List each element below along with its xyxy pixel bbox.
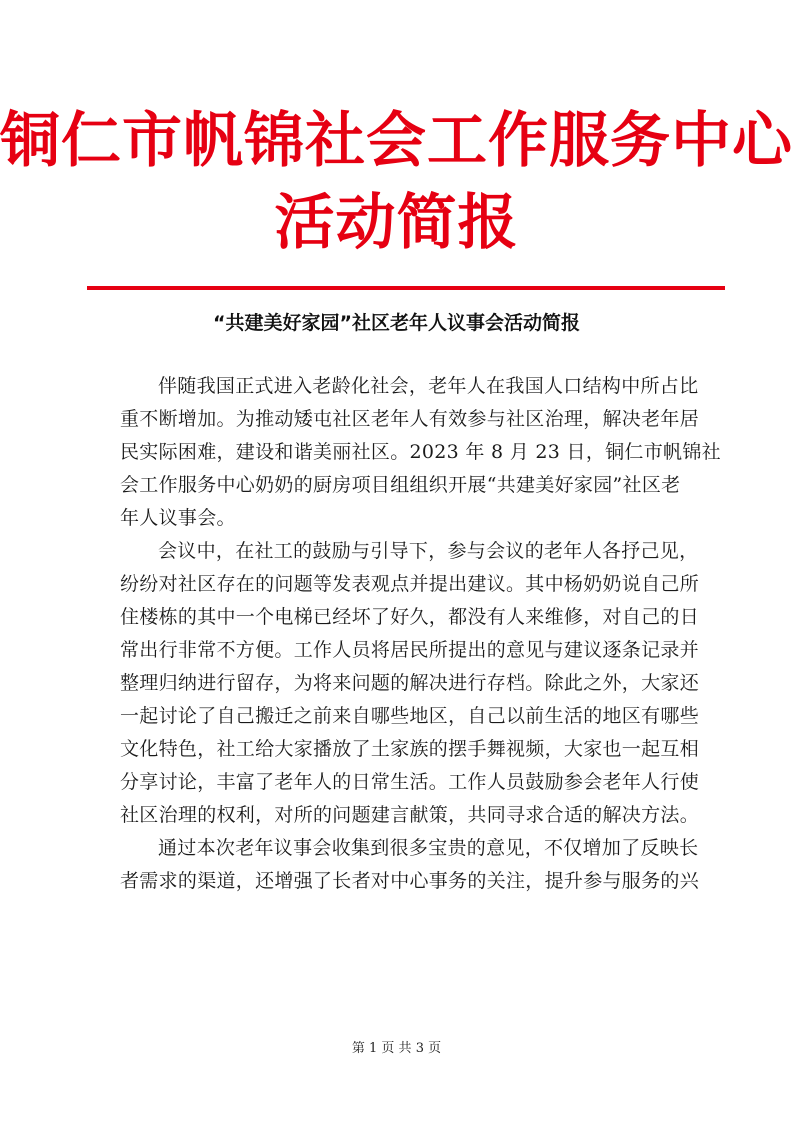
paragraph-line: 通过本次老年议事会收集到很多宝贵的意见，不仅增加了反映长 bbox=[158, 837, 699, 859]
paragraph-line: 整理归纳进行留存，为将来问题的解决进行存档。除此之外，大家还 bbox=[120, 672, 700, 694]
paragraph-line: 分享讨论，丰富了老年人的日常生活。工作人员鼓励参会老年人行使 bbox=[120, 771, 700, 793]
paragraph-line: 住楼栋的其中一个电梯已经坏了好久，都没有人来维修，对自己的日 bbox=[120, 606, 700, 628]
paragraph-line: 会工作服务中心奶奶的厨房项目组组织开展“共建美好家园”社区老 bbox=[120, 474, 681, 496]
paragraph-line: 年人议事会。 bbox=[120, 507, 236, 529]
masthead-org-name: 铜仁市帆锦社会工作服务中心 bbox=[0, 106, 793, 176]
article-title: “共建美好家园”社区老年人议事会活动简报 bbox=[213, 312, 580, 334]
paragraph-line: 社区治理的权利，对所的问题建言献策，共同寻求合适的解决方法。 bbox=[120, 804, 700, 826]
paragraph-line: 会议中，在社工的鼓励与引导下，参与会议的老年人各抒己见， bbox=[158, 540, 699, 562]
red-divider-rule bbox=[87, 286, 725, 290]
paragraph-line: 常出行非常不方便。工作人员将居民所提出的意见与建议逐条记录并 bbox=[120, 639, 700, 661]
page-footer: 第 1 页 共 3 页 bbox=[351, 1041, 442, 1056]
article-body bbox=[120, 370, 721, 898]
masthead-subtitle: 活动简报 bbox=[274, 188, 519, 258]
paragraph-line: 文化特色，社工给大家播放了土家族的摆手舞视频，大家也一起互相 bbox=[120, 738, 700, 760]
paragraph-line: 一起讨论了自己搬迁之前来自哪些地区，自己以前生活的地区有哪些 bbox=[120, 705, 700, 727]
paragraph-line: 纷纷对社区存在的问题等发表观点并提出建议。其中杨奶奶说自己所 bbox=[120, 573, 700, 595]
paragraph-line: 者需求的渠道，还增强了长者对中心事务的关注，提升参与服务的兴 bbox=[120, 870, 700, 892]
masthead bbox=[0, 100, 793, 264]
paragraph-line: 重不断增加。为推动矮屯社区老年人有效参与社区治理，解决老年居 bbox=[120, 408, 700, 430]
paragraph-line: 民实际困难，建设和谐美丽社区。2023 年 8 月 23 日，铜仁市帆锦社 bbox=[120, 441, 721, 463]
paragraph-line: 伴随我国正式进入老龄化社会，老年人在我国人口结构中所占比 bbox=[158, 375, 699, 397]
